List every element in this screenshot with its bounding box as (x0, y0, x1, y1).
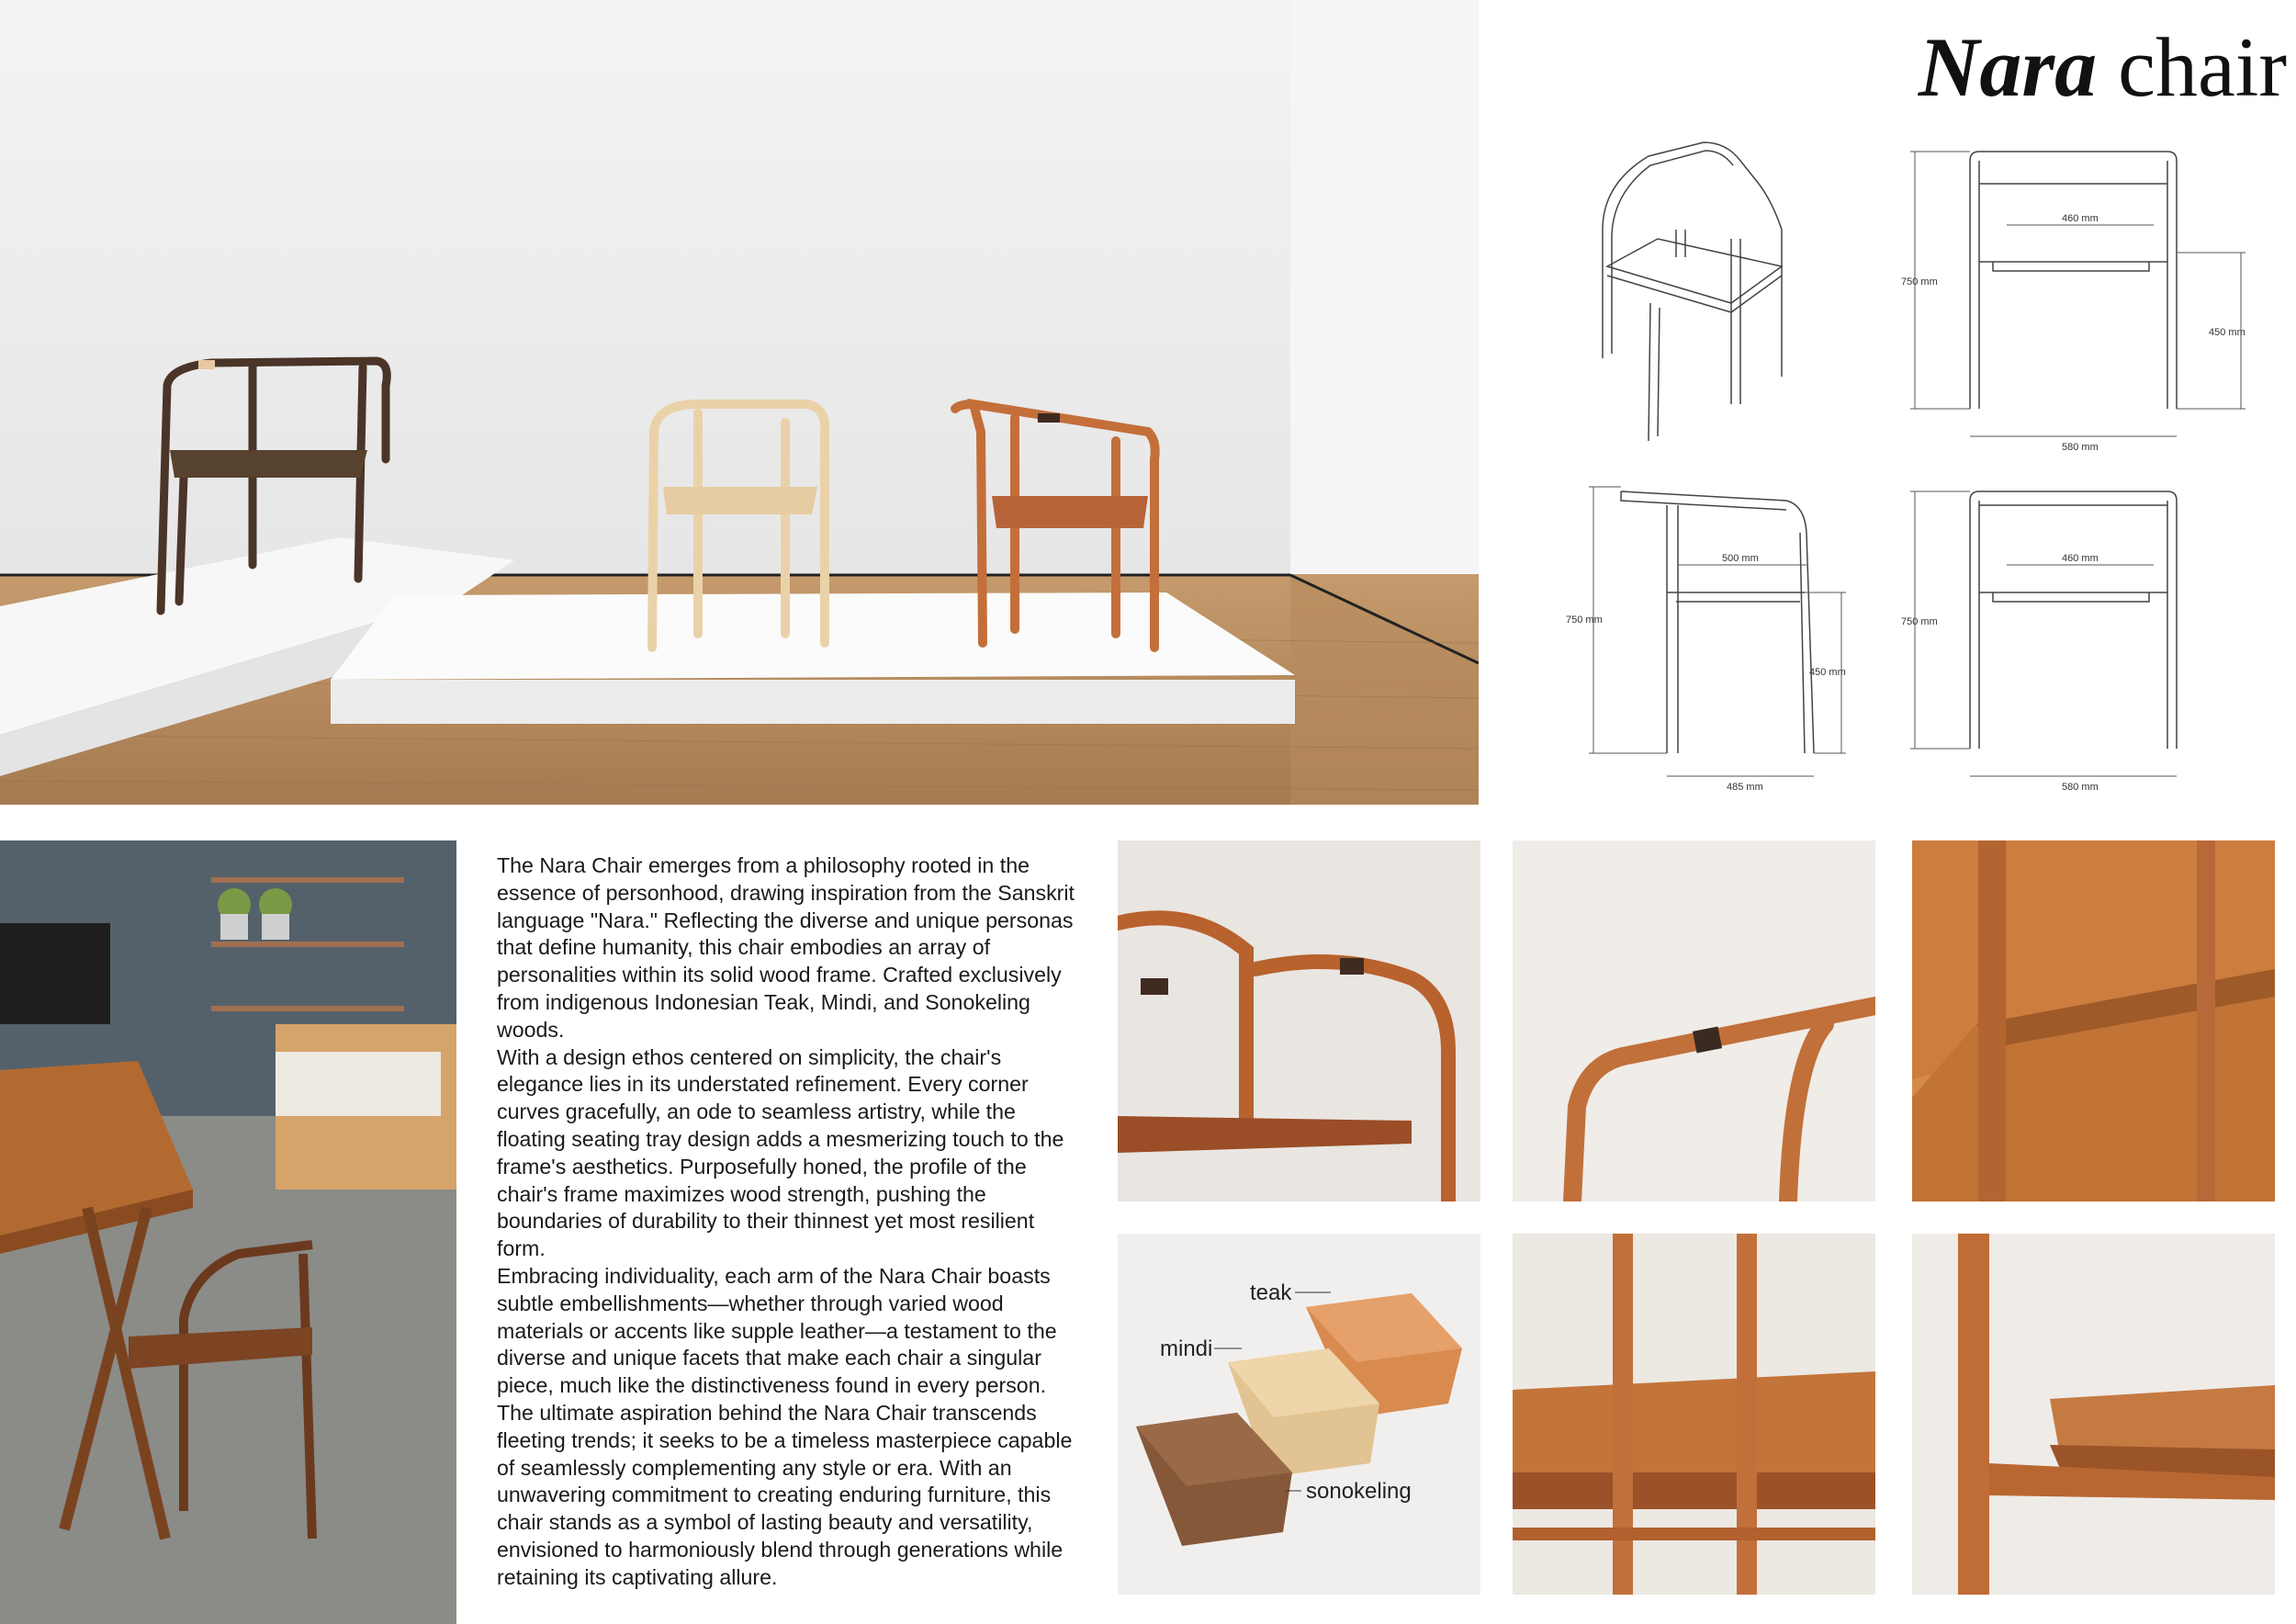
front-width-label: 460 mm (2062, 213, 2099, 224)
drawing-perspective (1593, 129, 1832, 459)
back-width-label: 460 mm (2062, 553, 2099, 564)
description-paragraph-1: The Nara Chair emerges from a philosophy rooted in the essence of personhood, drawing inspiration from the Sanskrit language "Nara." Reflecting the diverse and unique personas that define humanity, this chair embodies an array of personalities within its solid wood frame. Crafted exclusively from indigenous Indonesian Teak, Mindi, and Sonokeling woods. (497, 853, 1075, 1042)
interior-photo (0, 840, 456, 1624)
back-height-label: 750 mm (1901, 616, 1938, 627)
drawing-front (1892, 138, 2278, 450)
description-paragraph-4: The ultimate aspiration behind the Nara Chair transcends fleeting trends; it seeks to be a timeless masterpiece capable of seamlessly complementing any style or era. With an unwavering commitment to creating enduring furniture, this chair stands as a symbol of lasting beauty and versatility, envisioned to harmoniously blend through generations while retaining its captivating allure. (497, 1400, 1073, 1589)
hero-render (0, 0, 1479, 805)
front-height-label: 750 mm (1901, 276, 1938, 288)
description-paragraph-2: With a design ethos centered on simplicity, the chair's elegance lies in its understated refinement. Every corner curves gracefully, an ode to seamless artistry, while the floating seating tray design adds a mesmerizing touch to the frame's aesthetics. Purposefully honed, the profile of the chair's frame maximizes wood strength, pushing the boundaries of durability to their thinnest yet most resilient form. (497, 1044, 1064, 1261)
drawing-side (1566, 478, 1869, 790)
wood-label-teak: teak (1250, 1280, 1292, 1305)
description-paragraph-3: Embracing individuality, each arm of the Nara Chair boasts subtle embellishments—whether through varied wood materials or accents like supple leather—a testament to the diverse and unique facets that make each chair a singular piece, much like the distinctiveness found in every person. (497, 1263, 1057, 1398)
detail-photo-seat-corner (1912, 840, 2275, 1201)
side-depth-label: 500 mm (1722, 553, 1759, 564)
detail-photo-arm (1118, 840, 1480, 1201)
title-regular: chair (2097, 20, 2287, 114)
wood-label-sonokeling: sonokeling (1306, 1479, 1412, 1504)
description (497, 852, 1085, 1592)
page-title (1892, 17, 2287, 118)
drawing-back (1892, 478, 2278, 790)
front-seat-height-label: 450 mm (2209, 327, 2245, 338)
detail-photo-seat-tray (1513, 1234, 1875, 1595)
side-seat-height-label: 450 mm (1809, 667, 1846, 678)
detail-photo-leg-edge (1912, 1234, 2275, 1595)
front-base-label: 580 mm (2062, 442, 2099, 450)
side-base-label: 485 mm (1727, 782, 1763, 790)
side-height-label: 750 mm (1566, 615, 1603, 626)
detail-photo-joint (1513, 840, 1875, 1201)
back-base-label: 580 mm (2062, 782, 2099, 790)
detail-photo-wood-samples (1118, 1234, 1480, 1595)
title-italic: Nara (1918, 20, 2098, 114)
wood-label-mindi: mindi (1160, 1336, 1213, 1361)
